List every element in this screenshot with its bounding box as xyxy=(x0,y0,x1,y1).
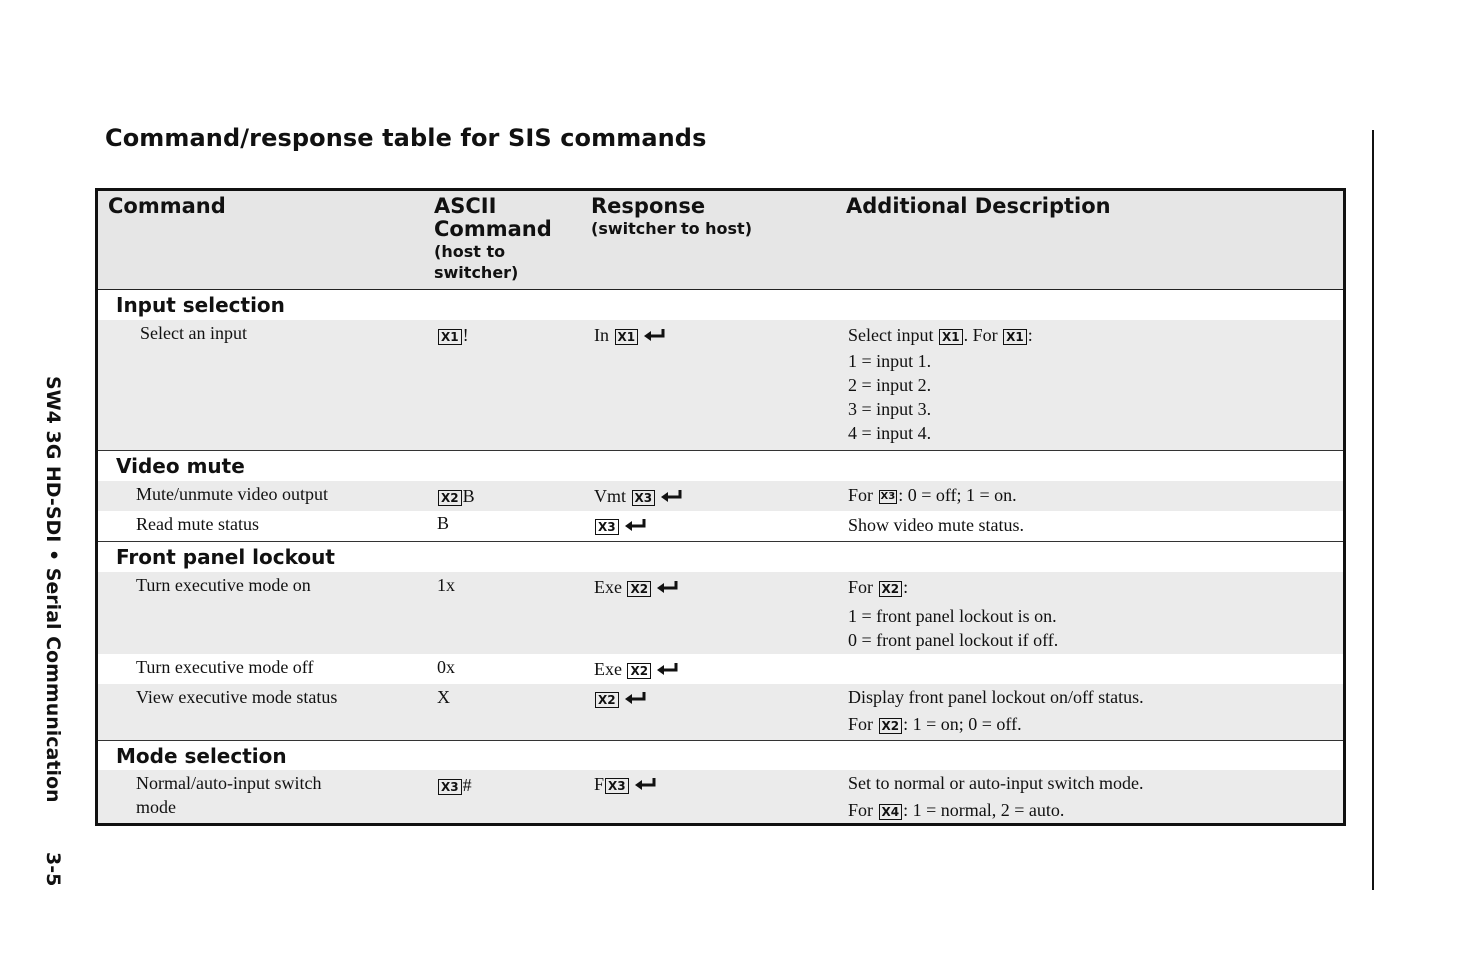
description-cell: For X2 : 1 = front panel lockout is on. 0 = front panel lockout if off. xyxy=(848,577,1059,650)
table-row-exec-on xyxy=(98,572,1343,654)
section-front-panel-lockout xyxy=(98,542,1343,572)
x3-variable-box: X3 xyxy=(595,519,619,535)
command-cell: Select an input xyxy=(140,323,247,343)
response-cell xyxy=(594,686,834,712)
x3-variable-box: X3 xyxy=(880,490,896,502)
side-running-header: SW4 3G HD-SDI • Serial Communication xyxy=(42,376,64,803)
section-label: Mode selection xyxy=(116,744,287,768)
table-row-mode-switch xyxy=(98,770,1343,823)
command-cell: Turn executive mode on xyxy=(136,575,311,595)
x4-variable-box: X4 xyxy=(879,804,903,820)
command-cell: View executive mode status xyxy=(136,687,338,707)
x2-variable-box: X2 xyxy=(595,692,619,708)
page-title: Command/response table for SIS commands xyxy=(105,124,707,152)
section-label: Video mute xyxy=(116,454,245,478)
header-response xyxy=(591,195,752,239)
right-margin-rule xyxy=(1372,130,1374,890)
ascii-cell: X2 B xyxy=(437,484,577,508)
x2-variable-box: X2 xyxy=(879,581,903,597)
x2-variable-box: X2 xyxy=(627,581,651,597)
x3-variable-box: X3 xyxy=(632,490,656,506)
header-ascii xyxy=(434,195,574,283)
x1-variable-box: X1 xyxy=(438,329,462,345)
header-description: Additional Description xyxy=(846,194,1111,218)
header-command: Command xyxy=(108,194,226,218)
response-cell: Vmt X3 xyxy=(594,484,834,510)
x3-variable-box: X3 xyxy=(605,778,629,794)
enter-return-arrow-icon xyxy=(643,325,667,349)
header-ascii-main: ASCII Command xyxy=(434,194,552,241)
section-label: Front panel lockout xyxy=(116,545,335,569)
table-row-exec-view xyxy=(98,684,1343,740)
ascii-cell: B xyxy=(437,513,450,533)
ascii-cell: 1x xyxy=(437,575,455,595)
response-cell: F X3 xyxy=(594,772,834,798)
x1-variable-box: X1 xyxy=(939,329,963,345)
table-row-read-mute xyxy=(98,511,1343,541)
ascii-cell: X xyxy=(437,687,450,707)
section-input-selection xyxy=(98,290,1343,320)
enter-return-arrow-icon xyxy=(660,486,684,510)
x2-variable-box: X2 xyxy=(438,490,462,506)
header-ascii-sub: (host to switcher) xyxy=(434,242,519,282)
command-cell: Read mute status xyxy=(136,514,259,534)
header-response-sub: (switcher to host) xyxy=(591,219,753,238)
description-cell: For X3 : 0 = off; 1 = on. xyxy=(848,485,1017,505)
command-cell: Mute/unmute video output xyxy=(136,484,328,504)
response-cell xyxy=(594,513,834,539)
command-cell: Turn executive mode off xyxy=(136,657,314,677)
table-row-exec-off xyxy=(98,654,1343,684)
enter-return-arrow-icon xyxy=(624,515,648,539)
command-cell: Normal/auto-input switch mode xyxy=(136,773,322,817)
section-video-mute xyxy=(98,451,1343,481)
section-label: Input selection xyxy=(116,293,285,317)
description-cell: Display front panel lockout on/off status. For X2 : 1 = on; 0 = off. xyxy=(848,687,1144,734)
response-cell: In X1 xyxy=(594,323,834,349)
response-cell: Exe X2 xyxy=(594,657,834,683)
ascii-cell: 0x xyxy=(437,657,455,677)
description-cell: Select input X1 . For X1 : 1 = input 1. 2 = input 2. 3 = input 3. 4 = input 4. xyxy=(848,325,1033,443)
page-number: 3-5 xyxy=(42,852,64,887)
ascii-cell: X3 # xyxy=(437,773,577,797)
x1-variable-box: X1 xyxy=(1003,329,1027,345)
response-cell: Exe X2 xyxy=(594,575,834,601)
section-mode-selection xyxy=(98,741,1343,771)
table-row-mute-video xyxy=(98,481,1343,511)
enter-return-arrow-icon xyxy=(624,688,648,712)
x2-variable-box: X2 xyxy=(627,663,651,679)
x1-variable-box: X1 xyxy=(615,329,639,345)
enter-return-arrow-icon xyxy=(656,659,680,683)
sis-command-table xyxy=(95,188,1346,826)
enter-return-arrow-icon xyxy=(656,577,680,601)
x2-variable-box: X2 xyxy=(879,718,903,734)
x3-variable-box: X3 xyxy=(438,779,462,795)
enter-return-arrow-icon xyxy=(634,774,658,798)
description-cell: Show video mute status. xyxy=(848,515,1024,535)
ascii-cell: X1 ! xyxy=(437,323,577,347)
table-header-row xyxy=(98,191,1343,291)
table-row-select-input xyxy=(98,320,1343,450)
header-response-main: Response xyxy=(591,194,706,218)
description-cell: Set to normal or auto-input switch mode. For X4 : 1 = normal, 2 = auto. xyxy=(848,773,1144,820)
